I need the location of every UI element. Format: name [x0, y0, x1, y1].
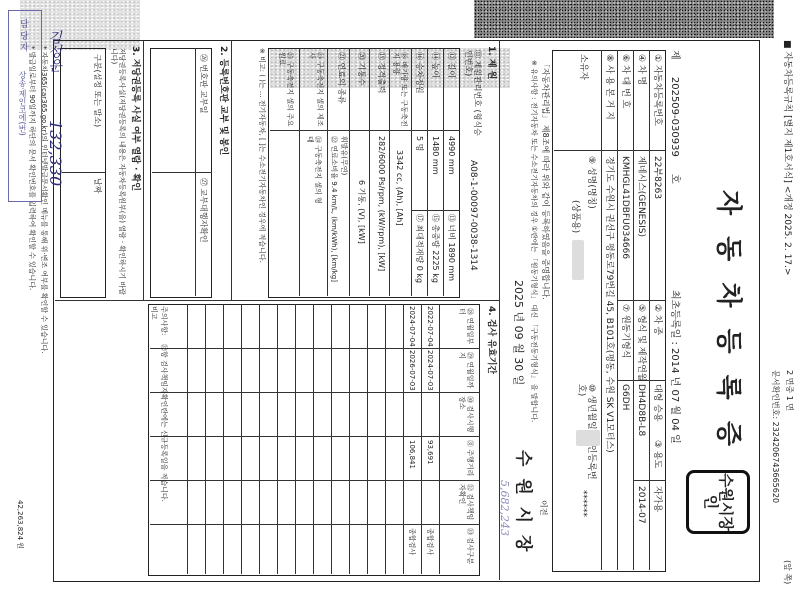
num: ⑤	[636, 304, 646, 313]
spec-height-value	[431, 136, 440, 175]
label-vehicle-type	[652, 304, 662, 335]
section-divider	[55, 300, 500, 301]
side-label: (앞 쪽)	[783, 560, 792, 585]
value: 282/6000	[377, 136, 386, 175]
lien-date-header: 날짜	[93, 178, 102, 194]
row-divider	[633, 50, 634, 570]
value: 3342	[395, 150, 404, 171]
row-divider	[403, 304, 404, 574]
redaction-blur	[572, 240, 584, 280]
num: ⑧	[604, 54, 614, 63]
insp-remark: ㉜항 검사책임자확인란에는 신규등록일을 적습니다.	[160, 344, 168, 502]
owner-name: (상품용)	[570, 200, 580, 234]
col-divider	[152, 172, 212, 173]
label: ⑮ 총중량	[431, 214, 440, 248]
insp-row2-mileage: 106,841	[408, 440, 416, 469]
owner-name-label: ⑨ 성명(명칭)	[586, 156, 596, 209]
spec-fuel-label: ㉑ 연료의 종류	[337, 52, 346, 104]
label: ⑰ 최대적재량	[415, 214, 424, 264]
stamp-sub: 상송·제인코에(번)	[18, 71, 27, 136]
row-divider	[327, 48, 328, 296]
label: 자동차등록번호	[652, 64, 662, 126]
col-divider	[634, 480, 666, 481]
row-divider	[443, 48, 444, 296]
plate-issue-date-header: ㉖ 번호판 교부일	[199, 54, 208, 114]
label: 용도	[652, 450, 662, 469]
spec-width	[447, 214, 456, 281]
row-divider	[439, 304, 440, 574]
unit: cc, (Ah), [Ah]	[395, 172, 404, 226]
spec-length-label: ⑫ 길이	[447, 52, 456, 78]
spec-efficiency	[330, 136, 338, 282]
row-divider	[649, 50, 650, 570]
col-divider	[150, 436, 480, 437]
insp-header-mileage: ㉛ 주행거리	[466, 440, 474, 477]
unit: kg	[431, 273, 440, 283]
row-divider	[367, 304, 368, 574]
row-divider	[259, 304, 260, 574]
unit: Ps/rpm, (kW/rpm), [kW]	[377, 176, 386, 272]
insp-row1-mileage: 93,691	[426, 440, 434, 465]
document-title: 자 동 차 등 록 증	[713, 190, 743, 452]
value: 0	[415, 265, 424, 271]
insp-header-confirm: ㉜ 검사책임자확인	[457, 484, 474, 521]
unit: mm	[431, 158, 440, 175]
first-reg-label: 최초등록일 :	[669, 290, 680, 345]
lien-type-header: 구분(설정 또는 말소)	[93, 54, 102, 128]
inspection-title: 4. 검사 유효기간	[486, 306, 496, 375]
num: ②	[652, 304, 662, 313]
value: 1480	[431, 136, 440, 157]
unit: 명	[415, 143, 424, 152]
col-divider	[618, 300, 666, 301]
row-divider	[369, 48, 370, 296]
stamp-label: 담 당 자	[18, 19, 28, 52]
redaction-blur	[576, 430, 600, 446]
label: 차 명	[636, 64, 646, 86]
unit: km/L, (km/kWh), [km/kg]	[330, 194, 338, 282]
value: 6	[357, 180, 366, 186]
unit: kg	[415, 273, 424, 284]
row-divider	[421, 304, 422, 574]
label: 차 대 번 호	[620, 64, 630, 109]
plate-agent-header: ㉗ 교부대행자확인	[199, 178, 208, 243]
handwritten-number: 5,682,243	[498, 480, 511, 536]
insp-remark2: 비고	[150, 306, 158, 320]
row-divider	[617, 50, 618, 570]
spec-seats-label: ⑯ 승차정원	[415, 52, 424, 94]
num: ③	[652, 440, 662, 449]
row-divider	[223, 304, 224, 574]
value: 2225	[431, 250, 440, 271]
unit: mm	[447, 158, 456, 175]
issue-number: 문서확인번호: 2324206743665620	[771, 370, 780, 504]
row-divider	[205, 304, 206, 574]
spec-battery-form-label: ㉔ 구동축전지 셀의 형태	[305, 136, 322, 204]
spec-power-value	[377, 136, 386, 271]
label-vin	[620, 54, 630, 108]
row-divider	[241, 304, 242, 574]
insp-header-to: ㉙ 연월일까지	[457, 352, 474, 389]
label: 사 용 본 거 지	[604, 64, 614, 120]
value-engine: G6DH	[620, 384, 630, 411]
spec-no: A08-1-00097-0038-1314	[468, 160, 478, 271]
footer-amount: 42,263,824 원	[16, 500, 24, 550]
spec-power-label: ⑲ 정격출력	[377, 52, 386, 94]
col-divider	[270, 130, 460, 131]
insp-remark-label: 주의사항:	[160, 306, 168, 336]
form-reference: ■ 자동차등록규칙 [별지 제1호서식] <개정 2025. 2. 17.>	[782, 40, 792, 276]
insp-row2-type: 종합검사	[408, 528, 416, 556]
row-divider	[331, 304, 332, 574]
spec-max-load	[415, 214, 424, 283]
issue-date: 2025 년 09 월 30 일	[512, 280, 525, 386]
value-manufacture-date: 2014-07	[636, 486, 646, 524]
value-type: DH4D8B-L8	[636, 384, 646, 437]
insp-row1-type: 종합검사	[426, 528, 434, 556]
number-label: 제	[669, 50, 680, 60]
value: 5	[415, 136, 424, 142]
prev-note: 이전	[539, 500, 548, 516]
section-divider	[143, 40, 144, 300]
owner-label: 소유자	[578, 54, 588, 81]
row-divider	[349, 304, 350, 574]
label-type-date	[636, 304, 646, 382]
value: 4990	[447, 136, 456, 157]
spec-displacement-label: ⑱ 배기량 또는 구동축전지 용량	[391, 52, 408, 127]
insp-header-type: ㉝ 검사구분	[466, 528, 474, 565]
col-divider	[412, 210, 460, 211]
num: ④	[636, 54, 646, 63]
label: 차 종	[652, 314, 662, 336]
unit: 기통, (V), [kW]	[357, 187, 366, 244]
row-divider	[299, 48, 300, 296]
value: 9.4	[330, 181, 338, 193]
label-address	[604, 54, 614, 120]
spec-cylinder-label: ⑳ 기통수	[357, 52, 366, 86]
lien-text: 저당권등록사실(저당권등록의 내용은 자동차등록원부(을) 열람 · 확인하시기 바랍니다)	[109, 48, 126, 295]
spec-no-label: ⑪ 제원관리번호 (형식승인번호)	[463, 50, 482, 136]
row-divider	[601, 50, 602, 570]
row-divider	[427, 48, 428, 296]
registration-title: 2. 등록번호판 교부 및 봉인	[218, 46, 228, 156]
spec-fuel-value: 휘발유(무연)	[340, 136, 348, 176]
insp-row1-from: 2022-07-04	[426, 306, 434, 347]
col-divider	[554, 150, 666, 151]
handwritten-amount: 132,330	[46, 120, 65, 187]
spec-cylinder-value	[357, 180, 366, 244]
col-divider	[150, 348, 480, 349]
value-purpose: 자가용	[652, 486, 662, 513]
stamp-box	[8, 10, 42, 202]
num: ⑦	[620, 304, 630, 313]
insp-row2-to: 2026-07-03	[408, 350, 416, 391]
insp-header-place: ㉚ 검사시행장소	[457, 396, 474, 433]
issuer: 수 원 시 장	[513, 450, 533, 555]
label-purpose	[652, 440, 662, 468]
page-counter: 2 면중 1 면	[785, 370, 794, 411]
cert-number: 202509-030939	[669, 76, 680, 157]
spec-height-label: ⑭ 높이	[431, 52, 440, 78]
label: 원동기형식	[620, 314, 630, 359]
official-seal: 수원시장인	[686, 470, 750, 534]
spec-gross-weight	[431, 214, 440, 283]
label-reg-number	[652, 54, 662, 126]
row-divider	[385, 304, 386, 574]
row-divider	[349, 48, 350, 296]
insp-row1-to: 2024-07-03	[426, 350, 434, 391]
col-divider	[150, 392, 480, 393]
unit: mm	[447, 265, 456, 282]
value-vehicle-type: 대형 승용	[652, 384, 662, 422]
value-reg-number: 22부8263	[652, 156, 662, 200]
owner-id-label: ⑩ 생년월일 (법인등록번호)	[575, 384, 596, 480]
value-address: 경기도 수원시 권선구 평동로79번길 45, B101호(평동, 수원 SK V1모터스)	[604, 156, 614, 453]
handwritten-name: 김성운	[46, 30, 62, 72]
row-divider	[411, 48, 412, 296]
value-vin: KMHGL41DBFU034666	[620, 156, 630, 260]
num: ①	[652, 54, 662, 63]
row-divider	[195, 48, 196, 296]
insp-row2-from: 2024-07-04	[408, 306, 416, 347]
caution-text: ※ 유의사항 : 전기자동차 또는 수소전기자동차의 경우 ①란에는 「원동기형식」 대신 「구동전동기형식」 을 말합니다.	[530, 60, 538, 423]
first-reg-date: 2014 년 07 월 04 일	[669, 348, 680, 444]
number-suffix: 호	[669, 174, 680, 184]
label: 형식 및 제작연월	[636, 314, 646, 382]
insp-header-from: ㉘ 연월일부터	[457, 308, 474, 345]
lien-title: 3. 저당권등록 사실 여부 열람 · 확인	[130, 46, 140, 191]
spec-seats-value	[415, 136, 424, 151]
col-divider	[150, 524, 480, 525]
row-divider	[389, 48, 390, 296]
row-divider	[313, 304, 314, 574]
first-registration	[669, 290, 681, 444]
cert-number-line	[669, 50, 681, 184]
row-divider	[187, 304, 188, 574]
specs-title: 1. 제 원	[486, 46, 496, 80]
label-model	[636, 54, 646, 85]
row-divider	[295, 304, 296, 574]
spec-displacement-value	[395, 150, 404, 225]
label-engine	[620, 304, 630, 358]
spec-length-value	[447, 136, 456, 175]
value-model: 제네시스(GENESIS)	[636, 156, 646, 237]
scan-noise-left	[474, 0, 774, 38]
section-divider	[231, 40, 232, 300]
col-divider	[150, 480, 480, 481]
col-divider	[62, 172, 106, 173]
num: ⑥	[620, 54, 630, 63]
owner-id: ******	[578, 490, 588, 517]
spec-battery-material-label: ㉕ 구동축전지 셀의 주요원료	[277, 52, 294, 127]
certification-text: 「자동차관리법」 제8조에 따라 위와 같이 등록하였음을 증명합니다.	[541, 60, 550, 300]
footer-line2: * 발급일로부터 90일까지 하단의 문서 확인번호를 입력하여 확인할 수 있습니다.	[28, 46, 36, 291]
value: 1890	[447, 242, 456, 263]
specs-footnote: ※ 비고: ( )는 ... 전기자동차, [ ]는 수소전기자동차인 경우에 적습니다.	[258, 48, 266, 263]
row-divider	[277, 304, 278, 574]
label: ⑬ 너비	[447, 214, 456, 240]
label: ㉒ 연료소비율	[330, 136, 338, 180]
spec-battery-maker-label: ㉓ 구동축전지 셀의 제조사	[307, 52, 324, 127]
footer-line1: * 자동차365(car365.go.kr)의 인터넷발급문서확인 메뉴를 통해 위·변조 여부를 확인할 수 있습니다.	[40, 46, 48, 354]
